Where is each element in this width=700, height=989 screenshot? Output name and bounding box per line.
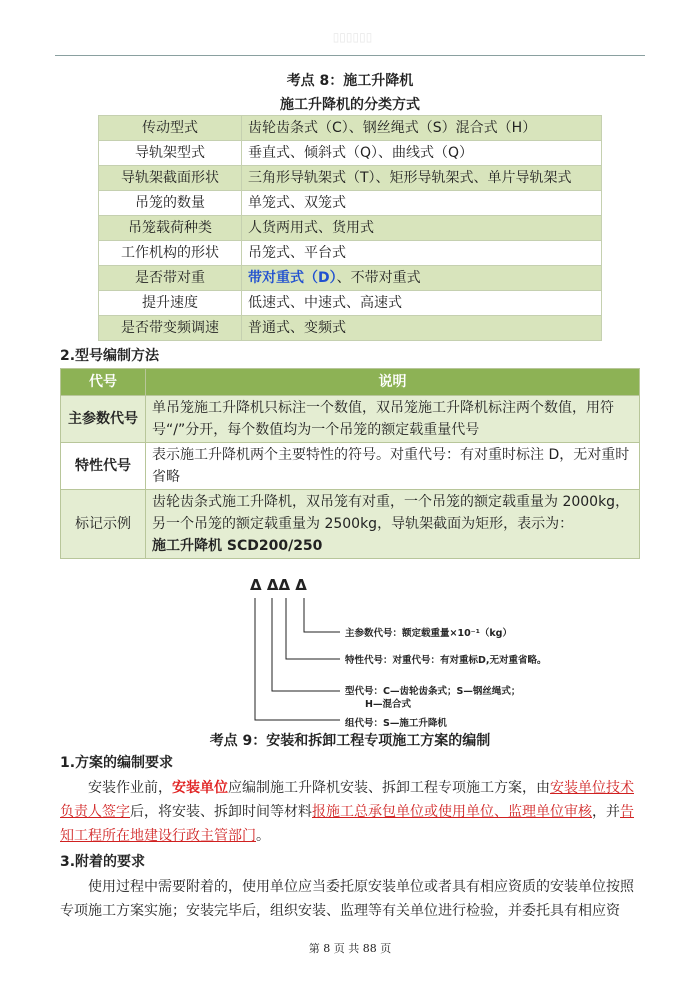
paragraph-1	[60, 776, 642, 848]
types-text: 垂直式、倾斜式（Q）、曲线式（Q）	[248, 145, 474, 161]
types-text: 普通式、变频式	[248, 320, 346, 336]
row-desc: 齿轮齿条式施工升降机，双吊笼有对重，一个吊笼的额定载重量为 2000kg，另一个吊笼的额定载重量为 2500kg，导轨架截面为矩形，表示为：	[152, 494, 630, 532]
classification-table	[98, 115, 602, 341]
table-row	[99, 316, 602, 341]
row-desc: 单吊笼施工升降机只标注一个数值，双吊笼施工升降机标注两个数值，用符号“/”分开，每个数值均为一个吊笼的额定载重量代号	[146, 396, 640, 443]
category: 是否带变频调速	[99, 316, 242, 341]
category: 传动型式	[99, 116, 242, 141]
label-type: 型代号：C—齿轮齿条式；S—钢丝绳式；	[345, 686, 521, 697]
category: 提升速度	[99, 291, 242, 316]
model-code-diagram	[240, 574, 600, 730]
table-row	[99, 266, 602, 291]
paragraph-3: 使用过程中需要附着的，使用单位应当委托原安装单位或者具有相应资质的安装单位按照专项施工方案实施；安装完毕后，组织安装、监理等有关单位进行检验，并委托具有相应资	[60, 879, 634, 919]
types-text: 吊笼式、平台式	[248, 245, 346, 261]
model-heading: 2.型号编制方法	[60, 348, 160, 364]
category: 导轨架截面形状	[99, 166, 242, 191]
table-row	[99, 216, 602, 241]
underlined: 安装单位技术负责人签字	[60, 780, 634, 820]
types-text: 人货两用式、货用式	[248, 220, 374, 236]
types	[242, 191, 602, 216]
types-text: 低速式、中速式、高速式	[248, 295, 402, 311]
types	[242, 241, 602, 266]
category: 是否带对重	[99, 266, 242, 291]
text: 安装作业前，	[88, 780, 172, 796]
types	[242, 141, 602, 166]
underlined: 告知工程所在地建设行政主管部门	[60, 804, 634, 844]
table-row	[99, 116, 602, 141]
text: 后，将安装、拆卸时间等材料	[130, 804, 312, 820]
delta-symbols: Δ ΔΔ Δ	[250, 576, 307, 594]
types-text: 、不带对重式	[336, 270, 421, 286]
label-feature: 特性代号：对重代号：有对重标D,无对重省略。	[345, 655, 547, 666]
label-main-param: 主参数代号：额定载重量×10⁻¹（kg）	[345, 628, 512, 639]
text: ，并	[592, 804, 620, 820]
highlight: 带对重式（D）	[248, 270, 337, 286]
section-title: 考点 8：施工升降机	[286, 73, 414, 89]
category: 吊笼载荷种类	[99, 216, 242, 241]
header-divider	[55, 55, 645, 56]
table-row	[99, 241, 602, 266]
types-text: 齿轮齿条式（C）、钢丝绳式（S）混合式（H）	[248, 120, 537, 136]
label-group: 组代号：S—施工升降机	[345, 718, 447, 729]
category: 工作机构的形状	[99, 241, 242, 266]
types-text: 三角形导轨架式（T）、矩形导轨架式、单片导轨架式	[248, 170, 572, 186]
page-footer: 第 8 页 共 88 页	[308, 942, 392, 955]
emphasis: 安装单位	[172, 780, 228, 796]
row-label: 特性代号	[61, 443, 146, 490]
row-label: 主参数代号	[61, 396, 146, 443]
row-desc: 表示施工升降机两个主要特性的符号。对重代号：有对重时标注 D，无对重时省略	[146, 443, 640, 490]
types	[242, 116, 602, 141]
model-table	[60, 368, 640, 559]
label-type-h: H—混合式	[365, 699, 411, 710]
table-title: 施工升降机的分类方式	[280, 97, 420, 113]
example-code: 施工升降机 SCD200/250	[152, 538, 323, 554]
heading-3: 3.附着的要求	[60, 854, 146, 870]
types	[242, 266, 602, 291]
underlined: 报施工总承包单位或使用单位、监理单位审核	[312, 804, 592, 820]
category: 吊笼的数量	[99, 191, 242, 216]
section9-title: 考点 9：安装和拆卸工程专项施工方案的编制	[209, 733, 491, 749]
table-row	[99, 191, 602, 216]
heading-1: 1.方案的编制要求	[60, 755, 174, 771]
table-row	[99, 291, 602, 316]
types	[242, 291, 602, 316]
types	[242, 216, 602, 241]
row-label: 标记示例	[61, 490, 146, 559]
types	[242, 316, 602, 341]
table-row	[99, 141, 602, 166]
text: 。	[256, 828, 270, 844]
col-header-code: 代号	[61, 369, 146, 396]
col-header-desc: 说明	[146, 369, 640, 396]
table-row	[99, 166, 602, 191]
types-text: 单笼式、双笼式	[248, 195, 346, 211]
types	[242, 166, 602, 191]
category: 导轨架型式	[99, 141, 242, 166]
text: 应编制施工升降机安装、拆卸工程专项施工方案，由	[228, 780, 550, 796]
header-logo: ▯▯▯▯▯▯	[332, 30, 373, 44]
